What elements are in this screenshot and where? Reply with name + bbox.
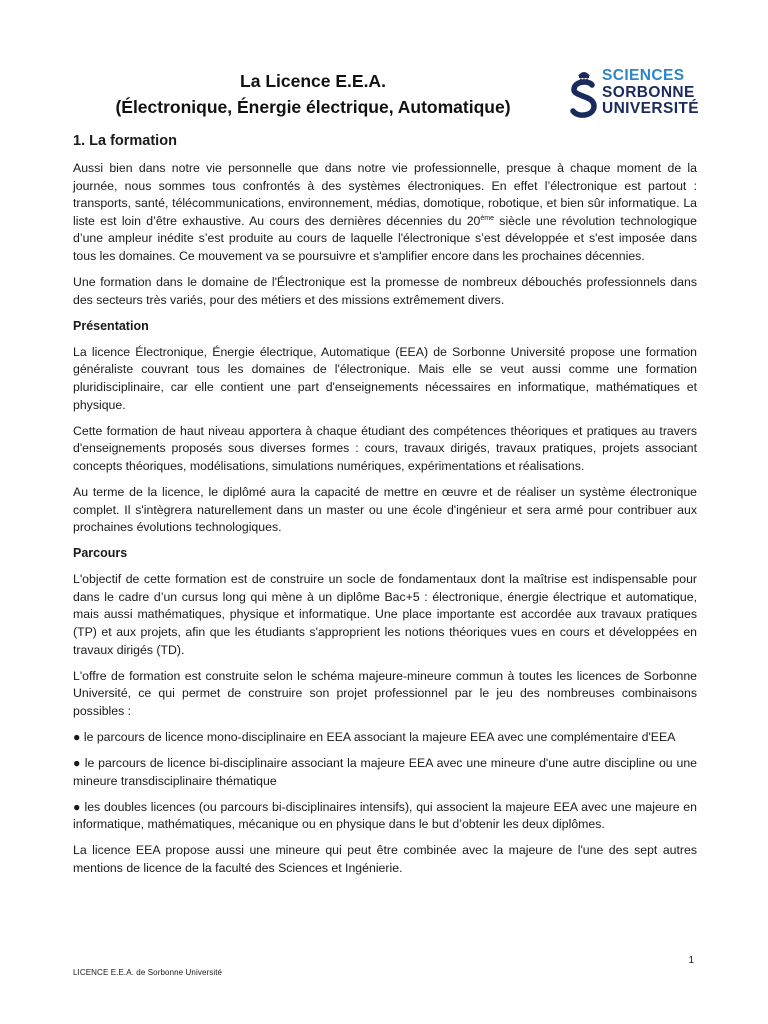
sorbonne-s-logo-icon	[570, 66, 598, 122]
bullet-item: ● le parcours de licence mono-disciplinaire en EEA associant la majeure EEA avec une complémentaire d'EEA	[73, 729, 676, 744]
paragraph-parcours-2: L'offre de formation est construite selon le schéma majeure-mineure commun à toutes les licences de Sorbonne Université, ce qui permet de construire son projet professionnel par le jeu des nombreuses combinaisons possibles :	[73, 668, 697, 718]
paragraph-intro	[73, 160, 697, 266]
bullet-item: ● le parcours de licence bi-disciplinaire associant la majeure EEA avec une mineure d'une autre discipline ou une mineure transdisciplinaire thématique	[73, 756, 697, 788]
logo-sorbonne: SORBONNE	[602, 83, 695, 101]
page-number: 1	[688, 955, 694, 966]
superscript-eme: ème	[480, 214, 495, 222]
page-footer: LICENCE E.E.A. de Sorbonne Université	[73, 968, 223, 977]
paragraph-parcours-1: L'objectif de cette formation est de construire un socle de fondamentaux dont la maîtrise est indispensable pour dans le cadre d’un cursus long qui mène à un diplôme Bac+5 : électronique, énergie électrique et automatique, mais aussi mathématiques, physique et informatique. Une place importante est accordée aux travaux pratiques (TP) et aux projets, afin que les étudiants s'approprient les notions théoriques vues en cours et développées en travaux dirigés (TD).	[73, 572, 697, 657]
paragraph-intro-text-a: Aussi bien dans notre vie personnelle que dans notre vie professionnelle, presque à chaque moment de la journée, nous sommes tous confrontés à des systèmes électroniques. En effet l’électronique est partout : transports, santé, télécommunications, environnement, médias, domotique, robotique, et bien sûr informatique. La liste est loin d’être exhaustive. Au cours des dernières décennies du 20	[73, 161, 697, 228]
document-title	[73, 68, 553, 120]
paragraph-presentation-1: La licence Électronique, Énergie électrique, Automatique (EEA) de Sorbonne Université propose une formation généraliste couvrant tous les domaines de l'électronique. Mais elle se veut aussi comme une formation pluridisciplinaire, car elle contient une part d'enseignements nécessaires en informatique, mathématiques et physique.	[73, 344, 697, 412]
document-body	[73, 131, 697, 886]
bullet-item: ● les doubles licences (ou parcours bi-disciplinaires intensifs), qui associent la majeure EEA avec une majeure en informatique, mathématiques, mécanique ou en physique dans le but d’obtenir les deux diplômes.	[73, 799, 697, 832]
paragraph-presentation-3: Au terme de la licence, le diplômé aura la capacité de mettre en œuvre et de réaliser un système électronique complet. Il s'intègrera naturellement dans un master ou une école d'ingénieur et sera armé pour contribuer aux prochaines évolutions technologiques.	[73, 484, 697, 535]
logo-universite: UNIVERSITÉ	[602, 100, 700, 117]
title-line-2: (Électronique, Énergie électrique, Automatique)	[115, 97, 511, 117]
logo-sciences: SCIENCES	[602, 67, 685, 84]
subheading-presentation: Présentation	[73, 318, 149, 333]
sciences-sorbonne-logo	[570, 66, 710, 122]
paragraph-presentation-2: Cette formation de haut niveau apportera à chaque étudiant des compétences théoriques et pratiques au travers d'enseignements proposés sous diverses formes : cours, travaux dirigés, travaux pratiques, projets associant concepts théoriques, modélisations, simulations numériques, expérimentations et réalisations.	[73, 423, 697, 473]
paragraph-parcours-3: La licence EEA propose aussi une mineure qui peut être combinée avec la majeure de l'une des sept autres mentions de licence de la faculté des Sciences et Ingénierie.	[73, 843, 697, 875]
title-line-1: La Licence E.E.A.	[240, 71, 386, 91]
subheading-parcours: Parcours	[73, 546, 128, 561]
logo-text	[602, 68, 699, 118]
section-heading-formation: 1. La formation	[73, 133, 177, 149]
paragraph-debouches: Une formation dans le domaine de l'Électronique est la promesse de nombreux débouchés professionnels dans des secteurs très variés, pour des métiers et des missions extrêmement divers.	[73, 275, 697, 307]
paragraph-intro-text-b: siècle une révolution technologique d’une ampleur inédite s’est produite au cours de laquelle l'électronique s’est développée et s'est imposée dans tous les domaines. Ce mouvement va se poursuivre et s'amplifier encore dans les prochaines décennies.	[73, 213, 697, 263]
